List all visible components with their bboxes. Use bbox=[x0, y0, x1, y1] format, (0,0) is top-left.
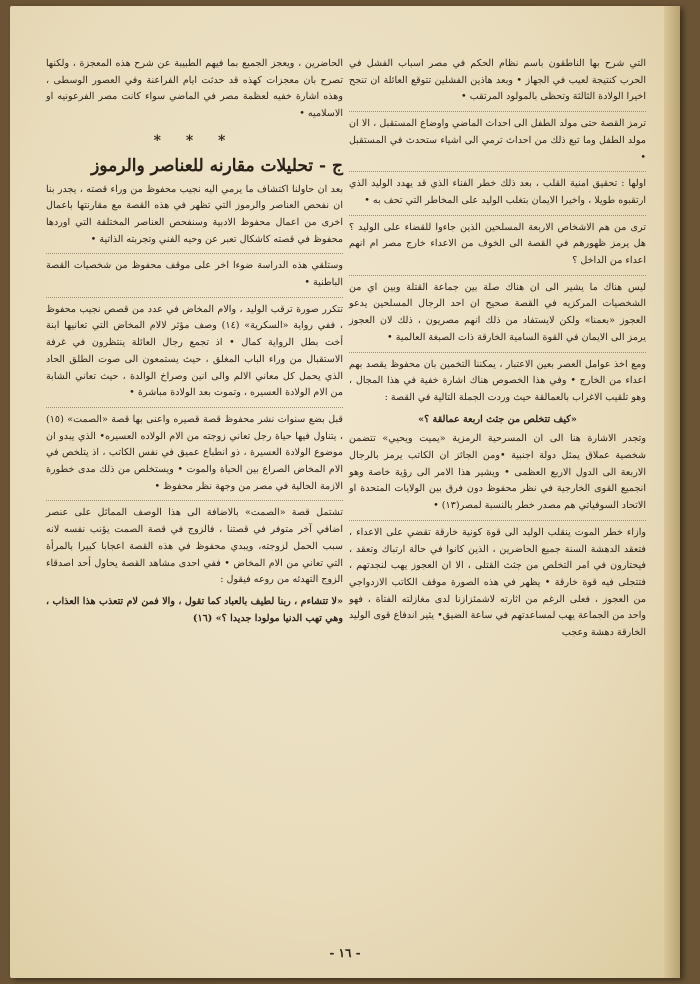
paragraph: تتكرر صورة ترقب الوليد ، والام المخاض في عدد من قصص نجيب محفوظ ، ففي رواية «السكرية» (١٤) وصف مؤثر لالام المخاض التي تعانيها ابنة أخت بطل الرواية كمال • اذ تجمع رجال العائلة ينتظرون في غرفة الاستقبال من وراء الباب المغلق ، حيث يستمعون الى صوت الطلق الحاد الذي يحمل كل معاني الالم والى انين وصراخ الوالدة ، حيث تعاني الشابة من الام الولادة العسيره ، وتموت بعد الولادة مباشرة • bbox=[46, 297, 343, 402]
quote-friend: «لا تتشاءم ، ربنا لطيف بالعباد كما تقول ، والا فمن لام تتعذب هذا العذاب ، وهي تهب الدنيا مولودا جديدا ؟» (١٦) bbox=[46, 595, 343, 624]
paragraph: ليس هناك ما يشير الى ان هناك صلة بين جماعة القتلة وبين اي من الشخصيات المركزيه في القصة صحيح ان احد الرجال المسلحين يدعو العجوز «بعمنا» ولكن لايستفاد من ذلك انهم مصريون ، ذلك لان العجوز يرمز الى الايمان في القوة السامية الخارقة ذات الصبغة العالمية • bbox=[349, 275, 646, 347]
paragraph: وازاء خطر الموت ينقلب الوليد الى قوة كونية خارقة تقضي على الاعداء ، فتعقد الدهشة السنة جميع الحاضرين ، الذين كانوا في حالة ارتباك وتعقد ، فيحتارون في امر التخلص من جثث القتلى ، الا ان العجوز يهب لنجدتهم ، فتتجلى فيه قوة خارقة • يظهر في هذه الصورة موقف الكاتب الازدواجي من العجوز ، فعلى الرغم من اثارته لاشمئزازنا لدى مغازلته الفتاة ، فهو واحد من الجماعة يهب لمساعدتهم في ساعة الضيق• يثير اندفاع قوى الوليد الخارقة دهشة وعجب bbox=[349, 520, 646, 642]
section-heading: ج - تحليلات مقارنه للعناصر والرموز bbox=[91, 155, 343, 176]
quote-giants: «كيف تتخلص من جثث اربعة عمالقة ؟» bbox=[418, 413, 577, 425]
paragraph: ومع اخذ عوامل العصر بعين الاعتبار ، يمكننا التخمين بان محفوظ يقصد بهم اعداء من الخارج • وفي هذا الخصوص هناك اشارة خفية في هذا المجال ، وهو تلقيب الاغراب بالعمالقة حيث وردت الجملة التالية في القصة : bbox=[349, 352, 646, 407]
paragraph: اولها : تحقيق امنية القلب ، بعد ذلك خطر الفناء الذي قد يهدد الوليد الذي ارتقبوه طويلا ، واخيرا الايمان بتغلب الوليد على المخاطر التي تحف به • bbox=[349, 171, 646, 209]
paragraph: وستلقي هذه الدراسة ضوءا اخر على موقف محفوظ من شخصيات القصة الباطنية • bbox=[46, 253, 343, 291]
page-fold-edge bbox=[664, 6, 680, 978]
paragraph: وتجدر الاشارة هنا الى ان المسرحية الرمزية «يميت ويحيي» تتضمن شخصية عملاق يمثل دولة اجنبية •ومن الجائز ان الكاتب يرمز بالرجال الاربعة الى الدول الاربع العظمى • ويشير هذا الامر الى رؤية خاصة وهو انجميع القوى الخارجية في نظر محفوظ دون فرق بين الولايات المتحدة او الاتحاد السوفياتي هم مصدر خطر بالنسبة لمصر(١٣) • bbox=[349, 433, 646, 512]
section-divider-stars: * * * bbox=[153, 132, 236, 149]
paragraph: قبل بضع سنوات نشر محفوظ قصة قصيره واعنى بها قصة «الصمت» (١٥) ، يتناول فيها حياة رجل تعاني زوجته من الام الولاده العسيره• الذي يبدو ان موضوع الولادة العسيرة ، ذو انطباع عميق في نفس الكاتب ، اذ يتلخص في الام المخاض الصراع بين الحياة والموت • ويستخلص من ذلك مدى خطورة الازمة الحالية في مصر من وجهة نظر محفوظ • bbox=[46, 407, 343, 496]
right-column bbox=[349, 56, 646, 647]
paragraph: بعد ان حاولنا اكتشاف ما يرمي اليه نجيب محفوظ من وراء قصته ، يجدر بنا ان نفحص العناصر والرموز التي تظهر في هذه القصة مع مقارنتها باعمال اخرى من اعمال محفوظ الادبية وسنفحص العناصر المختلفة التي اوردها محفوظ في قصته كاشكال تعبر عن وحيه الفني وتجربته الذاتية • bbox=[46, 183, 343, 245]
page-sheet bbox=[10, 6, 680, 978]
paragraph: الحاضرين ، ويعجز الجميع بما فيهم الطبيبة عن شرح هذه المعجزة ، ولكنها تصرح بان معجزات كهذه قد حدثت ايام الفراعنة وفي العصور الوسطى ، وهذه اشارة خفيه لعظمة مصر في الماضي سواء كانت مصر الفرعونيه او الاسلاميه • bbox=[46, 58, 343, 120]
paragraph: ترى من هم الاشخاص الاربعة المسلحين الذين جاءوا للقضاء على الوليد ؟ هل يرمز ظهورهم في القصة الى الخوف من الاعداء خارج مصر ام انهم اعداء من الداخل ؟ bbox=[349, 215, 646, 270]
paragraph: تشتمل قصة «الصمت» بالاضافة الى هذا الوصف المماثل على عنصر اضافي آخر متوفر في قصتنا ، فالزوج في قصة الصمت يؤنب نفسه لانه سبب الحمل لزوجته، ويبدي محفوظ في هذه القصة اعجابا كبيرا بالمرأة التي تعاني من الام المخاض • ففي احدى مشاهد القصة يحاول أحد اصدقاء الزوج التهدئه من روعه فيقول : bbox=[46, 500, 343, 589]
paragraph: التي شرح بها الناطقون باسم نظام الحكم في مصر اسباب الفشل في الحرب كنتيجة لعيب في الجهاز • وبعد هاذين الفشلين تتوقع العائلة ان تنجح اخيرا الولادة الثالثة وتحظى بالمولود المرتقب • bbox=[349, 58, 646, 103]
paragraph: ترمز القصة حتى مولد الطفل الى احداث الماضي واوضاع المستقبل ، الا ان مولد الطفل وما تبع ذلك من احداث ترمي الى اشياء ستحدث في المستقبل • bbox=[349, 111, 646, 166]
page-number: - ١٦ - bbox=[329, 946, 361, 960]
left-column bbox=[46, 56, 343, 632]
